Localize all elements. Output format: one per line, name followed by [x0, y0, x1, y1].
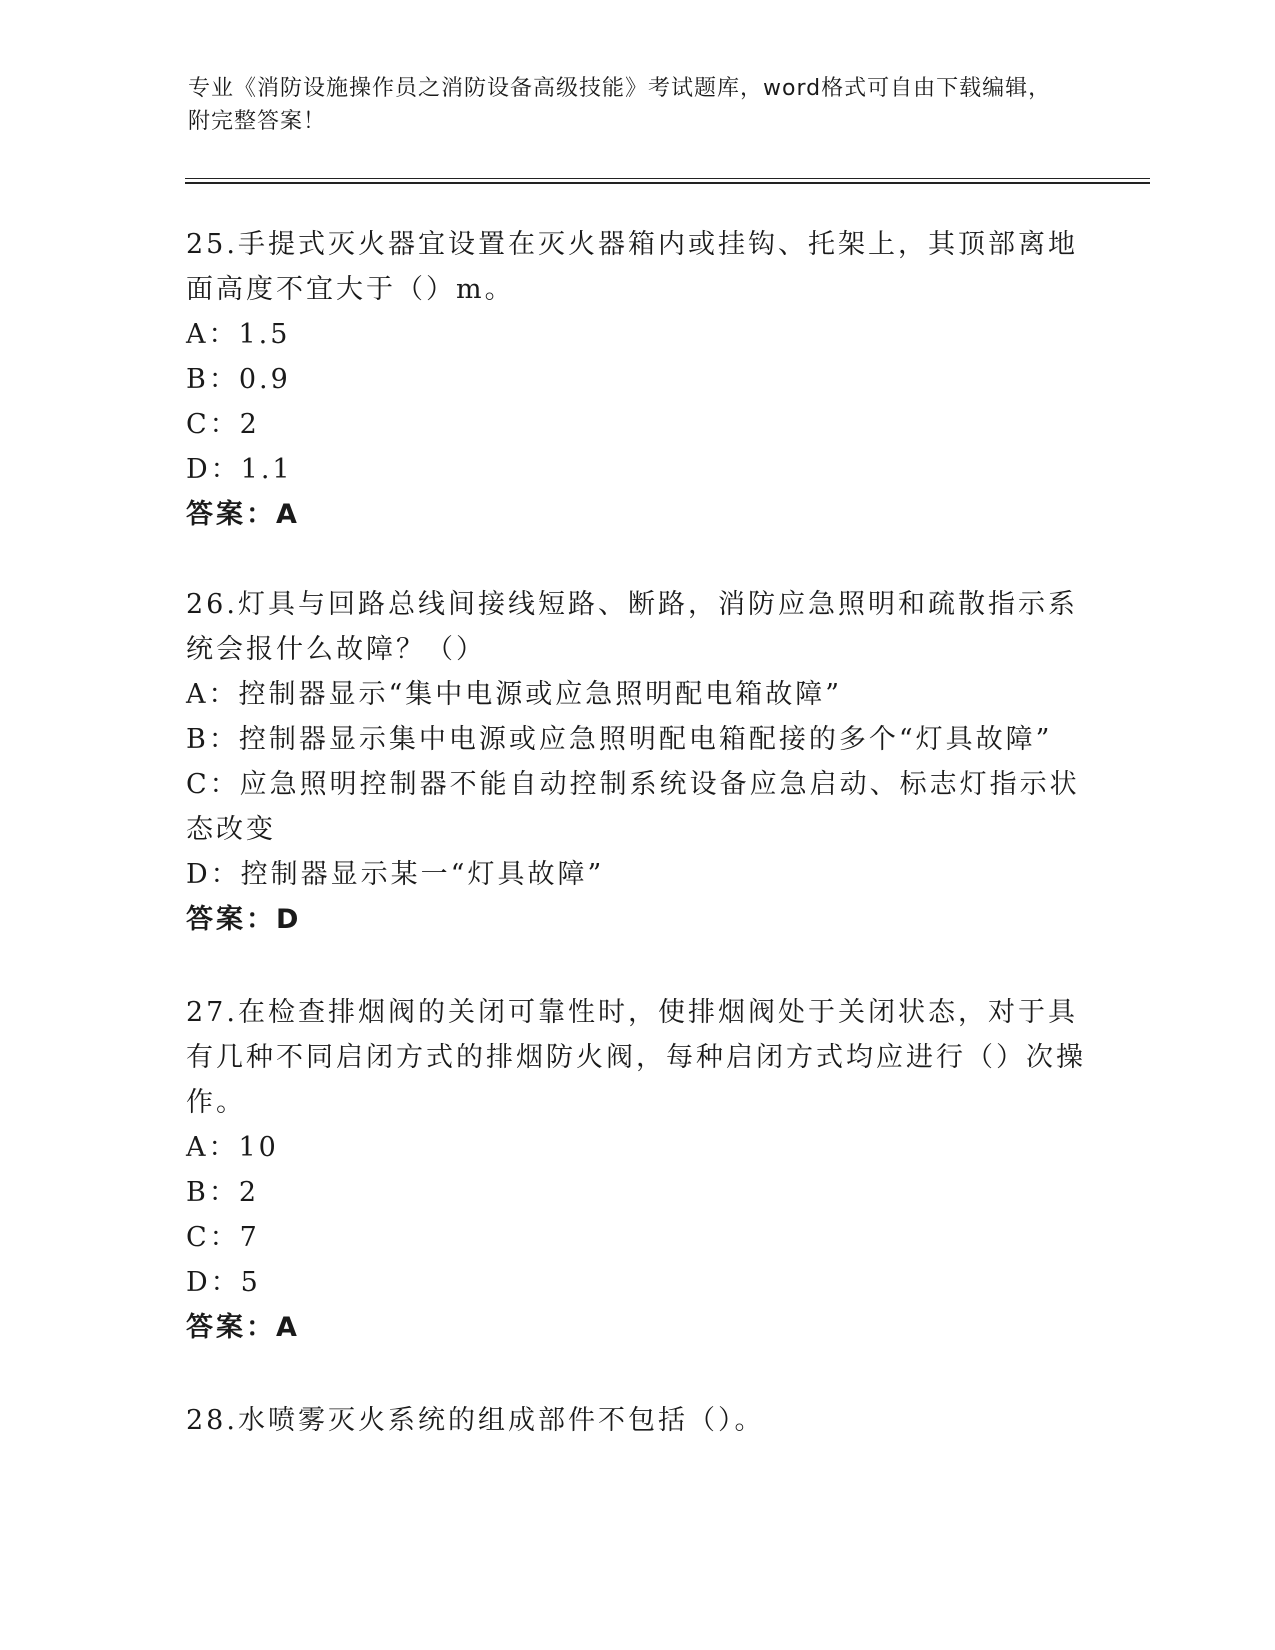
option-d: D：1.1	[186, 454, 293, 485]
question-26	[186, 582, 1086, 942]
document-header: 专业《消防设施操作员之消防设备高级技能》考试题库，word格式可自由下载编辑，附完整答案！	[188, 76, 1052, 134]
question-25	[186, 222, 1086, 537]
header-divider	[185, 178, 1150, 179]
answer: 答案：D	[186, 904, 302, 935]
option-c: C：应急照明控制器不能自动控制系统设备应急启动、标志灯指示状态改变	[186, 769, 1080, 845]
option-a: A：10	[186, 1132, 279, 1163]
question-27	[186, 990, 1086, 1350]
answer: 答案：A	[186, 1312, 300, 1343]
option-c: C：7	[186, 1222, 260, 1253]
option-b: B：0.9	[186, 364, 291, 395]
option-d: D：控制器显示某一“灯具故障”	[186, 859, 605, 890]
question-28	[186, 1398, 1086, 1443]
option-a: A：控制器显示“集中电源或应急照明配电箱故障”	[186, 679, 843, 710]
answer: 答案：A	[186, 499, 300, 530]
question-stem: 25.手提式灭火器宜设置在灭火器箱内或挂钩、托架上，其顶部离地面高度不宜大于（）m。	[186, 229, 1078, 305]
option-d: D：5	[186, 1267, 261, 1298]
question-stem: 27.在检查排烟阀的关闭可靠性时，使排烟阀处于关闭状态，对于具有几种不同启闭方式的排烟防火阀，每种启闭方式均应进行（）次操作。	[186, 997, 1086, 1118]
header-divider-bold	[185, 182, 1150, 184]
option-b: B：2	[186, 1177, 260, 1208]
option-a: A：1.5	[186, 319, 291, 350]
option-b: B：控制器显示集中电源或应急照明配电箱配接的多个“灯具故障”	[186, 724, 1053, 755]
question-stem: 28.水喷雾灭火系统的组成部件不包括（）。	[186, 1405, 765, 1436]
question-stem: 26.灯具与回路总线间接线短路、断路，消防应急照明和疏散指示系统会报什么故障？（）	[186, 589, 1078, 665]
option-c: C：2	[186, 409, 260, 440]
